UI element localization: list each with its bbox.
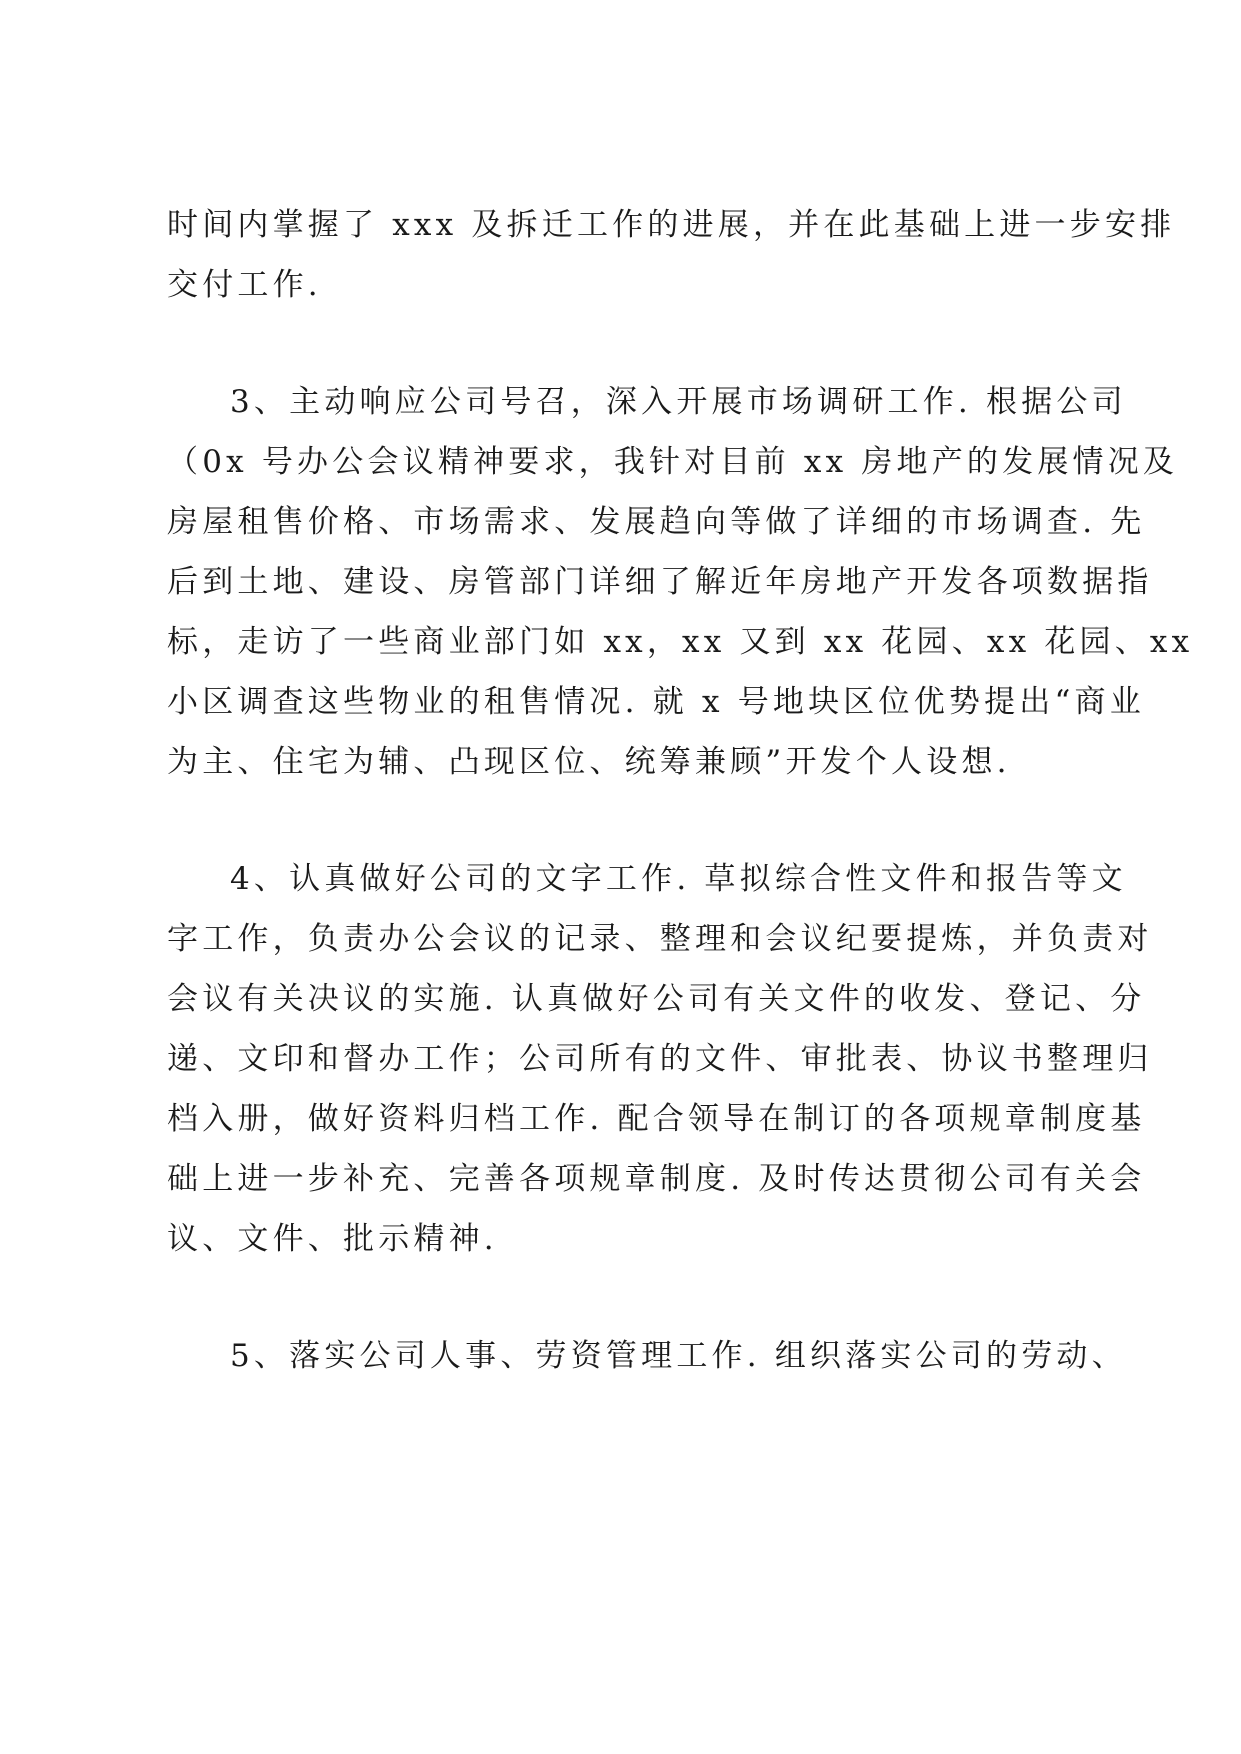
text-line: 5、落实公司人事、劳资管理工作. 组织落实公司的劳动、: [230, 1338, 1127, 1374]
text-line: 础上进一步补充、完善各项规章制度. 及时传达贯彻公司有关会: [167, 1161, 1146, 1197]
text-line: 为主、住宅为辅、凸现区位、统筹兼顾”开发个人设想.: [167, 744, 1011, 780]
text-line: （0x 号办公会议精神要求，我针对目前 xx 房地产的发展情况及: [167, 444, 1179, 480]
text-line: 会议有关决议的实施. 认真做好公司有关文件的收发、登记、分: [167, 981, 1146, 1017]
text-line: 字工作，负责办公会议的记录、整理和会议纪要提炼，并负责对: [167, 921, 1153, 957]
text-line: 标，走访了一些商业部门如 xx，xx 又到 xx 花园、xx 花园、xx: [167, 624, 1194, 660]
text-line: 3、主动响应公司号召，深入开展市场调研工作. 根据公司: [230, 384, 1127, 420]
text-line: 房屋租售价格、市场需求、发展趋向等做了详细的市场调查. 先: [167, 504, 1146, 540]
text-line: 档入册，做好资料归档工作. 配合领导在制订的各项规章制度基: [167, 1101, 1146, 1137]
text-line: 后到土地、建设、房管部门详细了解近年房地产开发各项数据指: [167, 564, 1153, 600]
text-line: 交付工作.: [167, 267, 322, 303]
text-line: 4、认真做好公司的文字工作. 草拟综合性文件和报告等文: [230, 861, 1127, 897]
text-line: 小区调查这些物业的租售情况. 就 x 号地块区位优势提出“商业: [167, 684, 1145, 720]
text-line: 议、文件、批示精神.: [167, 1221, 498, 1257]
text-line: 时间内掌握了 xxx 及拆迁工作的进展，并在此基础上进一步安排: [167, 207, 1176, 243]
text-line: 递、文印和督办工作；公司所有的文件、审批表、协议书整理归: [167, 1041, 1153, 1077]
